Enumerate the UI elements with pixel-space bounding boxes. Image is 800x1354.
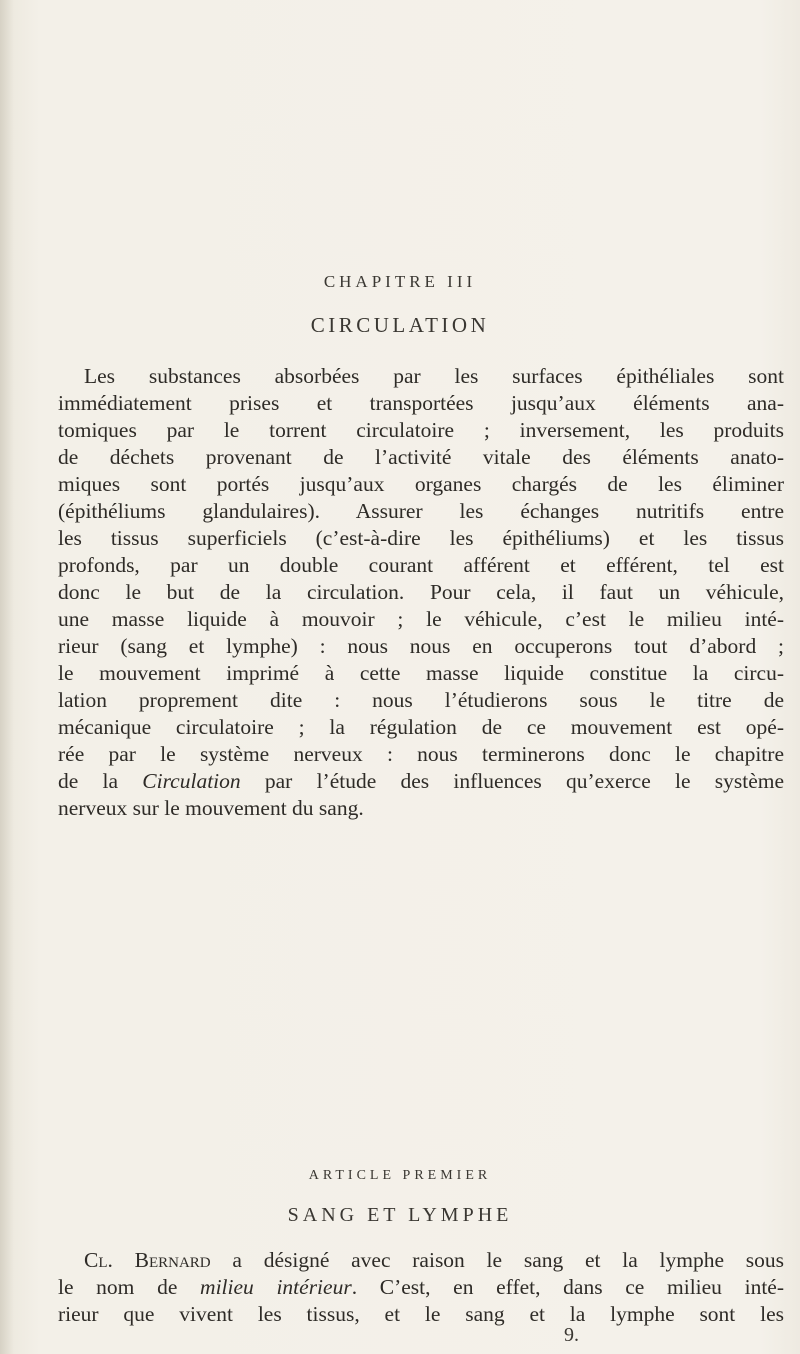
page-number: 9. <box>564 1324 579 1346</box>
author-name: Cl. Bernard <box>84 1248 211 1272</box>
intro-paragraph <box>58 363 784 822</box>
text-line: de déchets provenant de l’activité vitale des éléments anato- <box>58 445 784 469</box>
chapter-label: CHAPITRE III <box>323 272 477 291</box>
text-line: tomiques par le torrent circulatoire ; inversement, les produits <box>58 418 784 442</box>
text-line: nerveux sur le mouvement du sang. <box>58 796 364 820</box>
text-line: lation proprement dite : nous l’étudierons sous le titre de <box>58 688 784 712</box>
text-line <box>58 768 784 795</box>
text-line: (épithéliums glandulaires). Assurer les échanges nutritifs entre <box>58 499 784 523</box>
text-line: miques sont portés jusqu’aux organes chargés de les éliminer <box>58 472 784 496</box>
text-line: rée par le système nerveux : nous terminerons donc le chapitre <box>58 742 784 766</box>
text-line: le mouvement imprimé à cette masse liquide constitue la circu- <box>58 661 784 685</box>
text-line: profonds, par un double courant afférent et efférent, tel est <box>58 553 784 577</box>
text-run: . C’est, en effet, dans ce milieu inté- <box>351 1275 784 1299</box>
text-line: immédiatement prises et transportées jusqu’aux éléments ana- <box>58 391 784 415</box>
text-line: rieur que vivent les tissus, et le sang et la lymphe sont les <box>58 1302 784 1326</box>
text-line: Les substances absorbées par les surfaces épithéliales sont <box>84 364 784 388</box>
article-paragraph <box>58 1247 784 1328</box>
text-run: le nom de <box>58 1275 201 1299</box>
article-label: ARTICLE PREMIER <box>308 1168 492 1183</box>
text-line: donc le but de la circulation. Pour cela, il faut un véhicule, <box>58 580 784 604</box>
article-title: SANG ET LYMPHE <box>287 1204 513 1226</box>
text-run: a désigné avec raison le sang et la lymphe sous <box>210 1248 785 1272</box>
text-line <box>58 1247 784 1274</box>
text-line: rieur (sang et lymphe) : nous nous en occuperons tout d’abord ; <box>58 634 784 658</box>
text-line <box>58 1274 784 1301</box>
text-line: mécanique circulatoire ; la régulation de ce mouvement est opé- <box>58 715 784 739</box>
page-edge-shadow <box>0 0 14 1354</box>
italic-term-milieu-interieur: milieu intérieur <box>200 1275 352 1299</box>
text-line: les tissus superficiels (c’est-à-dire les épithéliums) et les tissus <box>58 526 784 550</box>
text-run: par l’étude des influences qu’exerce le système <box>240 769 784 793</box>
italic-title-circulation: Circulation <box>142 769 241 793</box>
text-line: une masse liquide à mouvoir ; le véhicule, c’est le milieu inté- <box>58 607 784 631</box>
chapter-title: CIRCULATION <box>310 313 490 337</box>
text-run: de la <box>58 769 143 793</box>
